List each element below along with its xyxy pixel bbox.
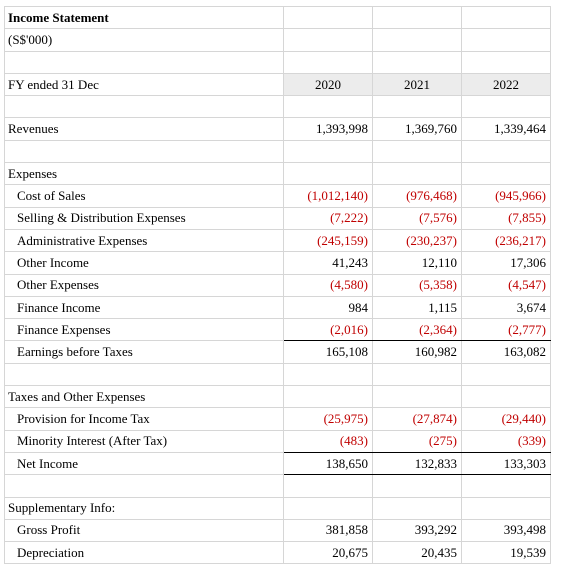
- line-item-row: [5, 252, 551, 274]
- row-value: 138,650: [284, 452, 373, 474]
- taxes-group: [5, 408, 551, 453]
- title-row: [5, 7, 551, 29]
- line-item-row: [5, 319, 551, 341]
- row-value: (7,222): [284, 207, 373, 229]
- row-label: Finance Income: [5, 296, 284, 318]
- row-value: (27,874): [373, 408, 462, 430]
- section-heading-row: [5, 163, 551, 185]
- line-item-row: [5, 519, 551, 541]
- row-value: 1,115: [373, 296, 462, 318]
- row-value: 165,108: [284, 341, 373, 363]
- row-value: 160,982: [373, 341, 462, 363]
- row-label: Other Expenses: [5, 274, 284, 296]
- unit-row: [5, 29, 551, 51]
- line-item-row: [5, 274, 551, 296]
- income-statement-table: [4, 6, 551, 564]
- row-value: 3,674: [462, 296, 551, 318]
- row-value: 19,539: [462, 542, 551, 564]
- row-label: Net Income: [5, 452, 284, 474]
- line-item-row: [5, 207, 551, 229]
- line-item-row: [5, 408, 551, 430]
- statement-title: Income Statement: [5, 7, 284, 29]
- row-value: (25,975): [284, 408, 373, 430]
- line-item-row: [5, 430, 551, 452]
- row-label: Cost of Sales: [5, 185, 284, 207]
- section-heading-row: [5, 497, 551, 519]
- row-label: Minority Interest (After Tax): [5, 430, 284, 452]
- row-value: 133,303: [462, 452, 551, 474]
- row-label: Earnings before Taxes: [5, 341, 284, 363]
- row-value: (5,358): [373, 274, 462, 296]
- expenses-group: [5, 185, 551, 341]
- row-value: (2,364): [373, 319, 462, 341]
- row-value: (230,237): [373, 229, 462, 251]
- row-value: (4,547): [462, 274, 551, 296]
- row-label: Selling & Distribution Expenses: [5, 207, 284, 229]
- line-item-row: [5, 296, 551, 318]
- row-label: Gross Profit: [5, 519, 284, 541]
- row-value: (4,580): [284, 274, 373, 296]
- line-item-row: [5, 185, 551, 207]
- row-value: (29,440): [462, 408, 551, 430]
- row-value: 393,292: [373, 519, 462, 541]
- row-value: (2,016): [284, 319, 373, 341]
- row-value: (245,159): [284, 229, 373, 251]
- row-value: 984: [284, 296, 373, 318]
- row-value: 41,243: [284, 252, 373, 274]
- row-value: (1,012,140): [284, 185, 373, 207]
- row-value: 381,858: [284, 519, 373, 541]
- year-header: 2022: [462, 73, 551, 95]
- row-value: 132,833: [373, 452, 462, 474]
- section-heading: Taxes and Other Expenses: [5, 386, 284, 408]
- period-label: FY ended 31 Dec: [5, 73, 284, 95]
- row-label: Provision for Income Tax: [5, 408, 284, 430]
- income-statement-sheet: [4, 6, 551, 570]
- supplementary-group: [5, 519, 551, 564]
- row-value: 20,435: [373, 542, 462, 564]
- row-value: 163,082: [462, 341, 551, 363]
- row-value: (275): [373, 430, 462, 452]
- row-value: (483): [284, 430, 373, 452]
- net-income-row: [5, 452, 551, 474]
- section-heading: Supplementary Info:: [5, 497, 284, 519]
- row-value: (7,855): [462, 207, 551, 229]
- unit-label: (S$'000): [5, 29, 284, 51]
- ebt-row: [5, 341, 551, 363]
- row-value: (945,966): [462, 185, 551, 207]
- line-item-row: [5, 542, 551, 564]
- section-heading-row: [5, 386, 551, 408]
- line-item-row: [5, 229, 551, 251]
- row-value: (236,217): [462, 229, 551, 251]
- header-row: [5, 73, 551, 95]
- row-value: 20,675: [284, 542, 373, 564]
- row-value: 12,110: [373, 252, 462, 274]
- row-value: (976,468): [373, 185, 462, 207]
- row-value: (7,576): [373, 207, 462, 229]
- row-value: 1,339,464: [462, 118, 551, 140]
- revenues-row: [5, 118, 551, 140]
- row-value: (2,777): [462, 319, 551, 341]
- row-value: (339): [462, 430, 551, 452]
- row-value: 1,369,760: [373, 118, 462, 140]
- row-label: Other Income: [5, 252, 284, 274]
- row-value: 1,393,998: [284, 118, 373, 140]
- row-label: Finance Expenses: [5, 319, 284, 341]
- row-value: 393,498: [462, 519, 551, 541]
- row-label: Depreciation: [5, 542, 284, 564]
- row-label: Revenues: [5, 118, 284, 140]
- row-value: 17,306: [462, 252, 551, 274]
- year-header: 2020: [284, 73, 373, 95]
- row-label: Administrative Expenses: [5, 229, 284, 251]
- year-header: 2021: [373, 73, 462, 95]
- section-heading: Expenses: [5, 163, 284, 185]
